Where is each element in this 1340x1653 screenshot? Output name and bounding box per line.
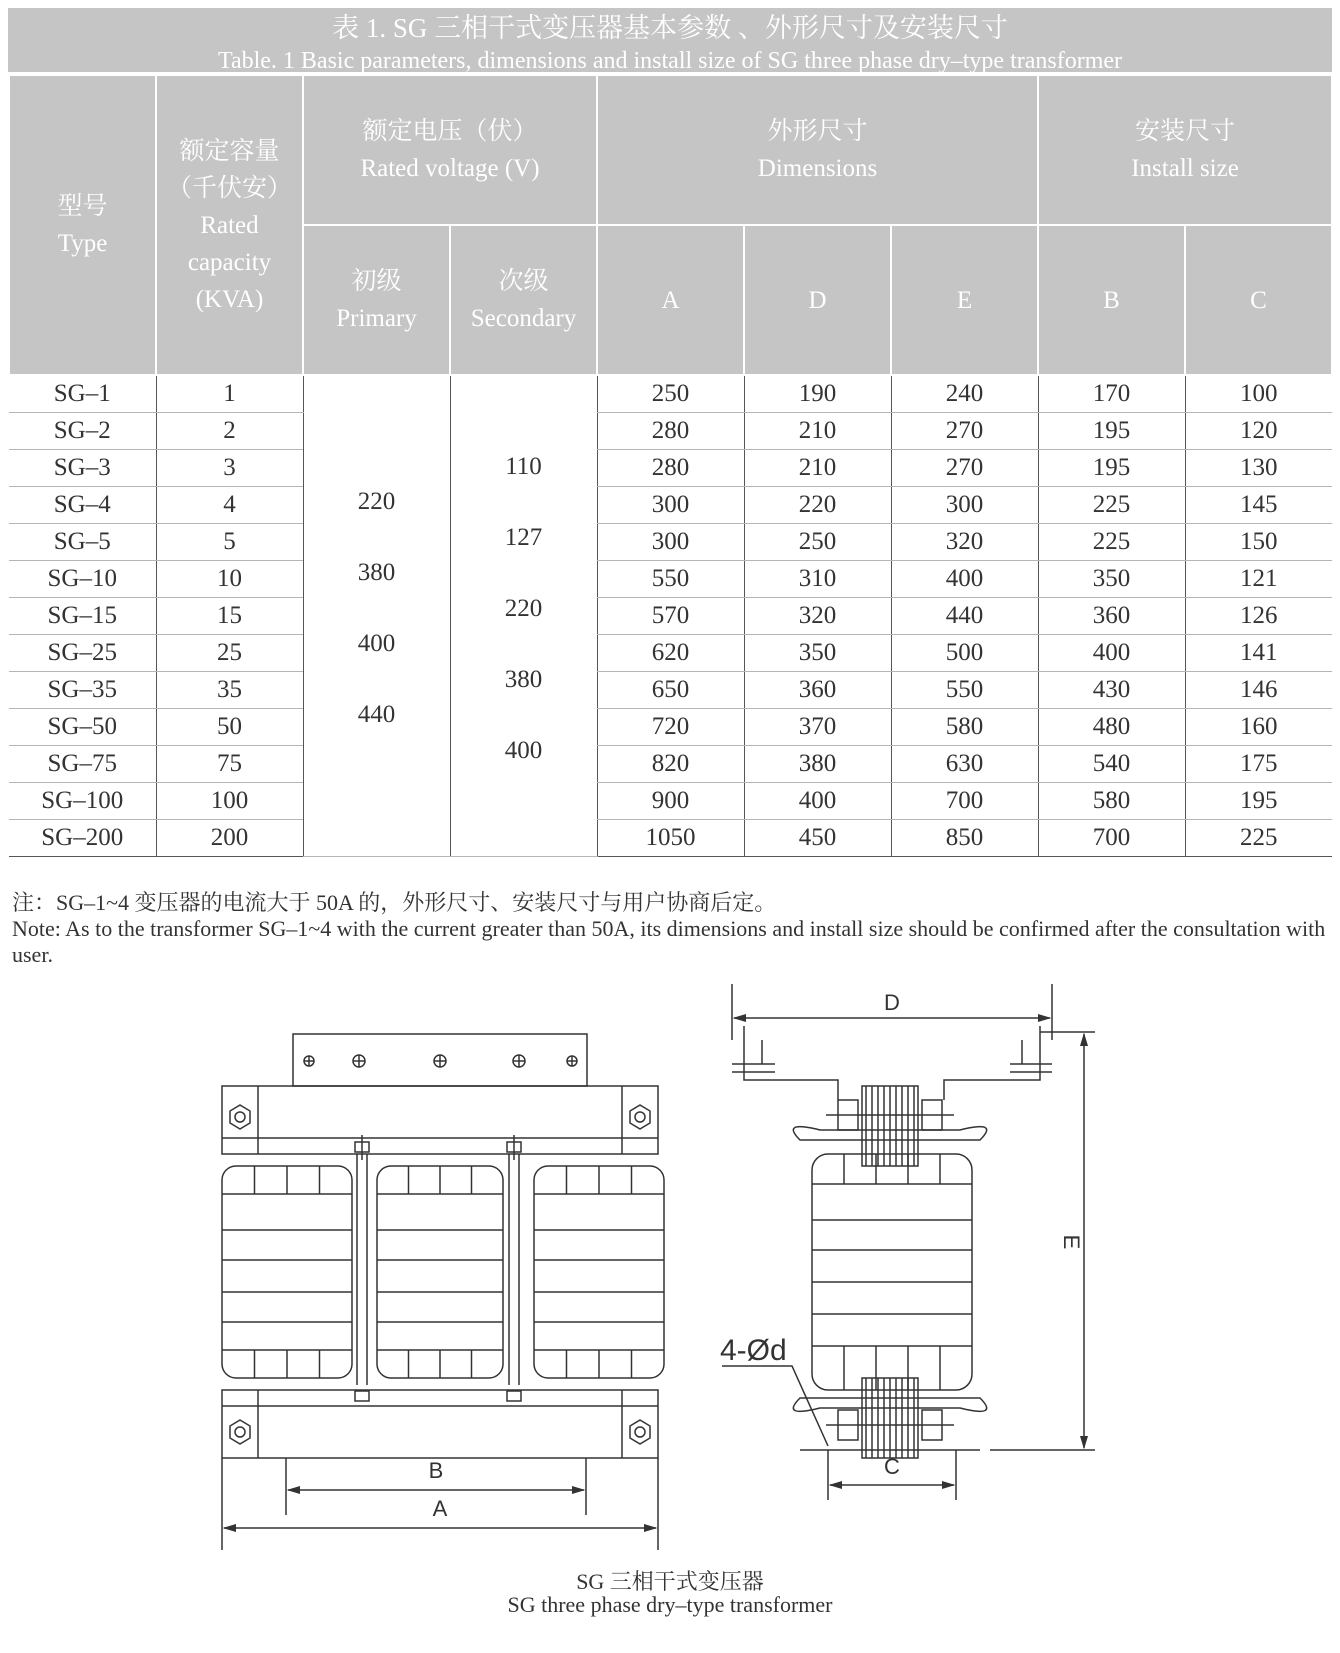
- caption-zh: SG 三相干式变压器: [576, 1569, 764, 1594]
- cell-C: 100: [1185, 375, 1332, 413]
- cell-type: SG–5: [9, 524, 156, 561]
- header-B: B: [1038, 225, 1185, 375]
- cell-type: SG–2: [9, 413, 156, 450]
- cell-C: 150: [1185, 524, 1332, 561]
- cell-B: 400: [1038, 635, 1185, 672]
- table-row: [9, 487, 1332, 524]
- header-D: D: [744, 225, 891, 375]
- side-view: [722, 984, 1095, 1500]
- cell-E: 400: [891, 561, 1038, 598]
- coils: [222, 1166, 664, 1378]
- table-row: [9, 635, 1332, 672]
- cell-capacity: 200: [156, 820, 303, 857]
- primary-voltage: 220: [357, 488, 396, 515]
- secondary-voltage: 220: [504, 595, 543, 622]
- cell-E: 300: [891, 487, 1038, 524]
- label-B: B: [428, 1458, 444, 1483]
- table-row: [9, 375, 1332, 413]
- header-A: A: [597, 225, 744, 375]
- cell-D: 210: [744, 413, 891, 450]
- cell-B: 480: [1038, 709, 1185, 746]
- table-row: [9, 413, 1332, 450]
- cell-capacity: 2: [156, 413, 303, 450]
- cell-C: 195: [1185, 783, 1332, 820]
- table-row: [9, 820, 1332, 857]
- table-title-bar: [8, 8, 1332, 72]
- header-C: C: [1185, 225, 1332, 375]
- cell-E: 500: [891, 635, 1038, 672]
- cell-type: SG–25: [9, 635, 156, 672]
- header-capacity: 额定容量 （千伏安） Rated capacity (KVA): [156, 75, 303, 375]
- transformer-drawing: [0, 980, 1340, 1560]
- cell-E: 850: [891, 820, 1038, 857]
- table-row: [9, 561, 1332, 598]
- cell-capacity: 75: [156, 746, 303, 783]
- cell-type: SG–75: [9, 746, 156, 783]
- cell-type: SG–100: [9, 783, 156, 820]
- cell-E: 440: [891, 598, 1038, 635]
- cell-A: 300: [597, 524, 744, 561]
- table-row: [9, 524, 1332, 561]
- cell-C: 175: [1185, 746, 1332, 783]
- cell-D: 210: [744, 450, 891, 487]
- header-dimensions: 外形尺寸 Dimensions: [597, 75, 1038, 225]
- cell-type: SG–4: [9, 487, 156, 524]
- cell-B: 170: [1038, 375, 1185, 413]
- cell-type: SG–1: [9, 375, 156, 413]
- cell-type: SG–200: [9, 820, 156, 857]
- label-hole: 4-Ød: [720, 1334, 787, 1367]
- table-row: [9, 450, 1332, 487]
- cell-A: 550: [597, 561, 744, 598]
- cell-capacity: 15: [156, 598, 303, 635]
- primary-voltage: 440: [357, 701, 396, 728]
- cell-A: 820: [597, 746, 744, 783]
- cell-B: 700: [1038, 820, 1185, 857]
- terminal-bolts: [304, 1055, 577, 1067]
- cell-D: 450: [744, 820, 891, 857]
- parameters-table: [8, 74, 1333, 857]
- cell-A: 280: [597, 413, 744, 450]
- cell-capacity: 25: [156, 635, 303, 672]
- cell-capacity: 5: [156, 524, 303, 561]
- cell-D: 220: [744, 487, 891, 524]
- cell-D: 400: [744, 783, 891, 820]
- cell-C: 225: [1185, 820, 1332, 857]
- cell-C: 141: [1185, 635, 1332, 672]
- cell-capacity: 10: [156, 561, 303, 598]
- cell-capacity: 100: [156, 783, 303, 820]
- cell-A: 300: [597, 487, 744, 524]
- cell-E: 320: [891, 524, 1038, 561]
- cell-B: 195: [1038, 450, 1185, 487]
- cell-B: 430: [1038, 672, 1185, 709]
- secondary-voltage: 127: [504, 524, 543, 551]
- cell-C: 130: [1185, 450, 1332, 487]
- label-C: C: [884, 1454, 900, 1479]
- cell-capacity: 3: [156, 450, 303, 487]
- secondary-voltage: 400: [504, 737, 543, 764]
- cell-A: 280: [597, 450, 744, 487]
- cell-primary-voltages: [303, 375, 450, 857]
- cell-D: 320: [744, 598, 891, 635]
- cell-secondary-voltages: [450, 375, 597, 857]
- cell-E: 700: [891, 783, 1038, 820]
- label-E: E: [1059, 1234, 1084, 1250]
- cell-A: 570: [597, 598, 744, 635]
- table-title-en: Table. 1 Basic parameters, dimensions and install size of SG three phase dry–type transformer: [217, 48, 1123, 74]
- table-row: [9, 672, 1332, 709]
- cell-B: 225: [1038, 487, 1185, 524]
- header-primary: 初级 Primary: [303, 225, 450, 375]
- cell-type: SG–10: [9, 561, 156, 598]
- cell-C: 121: [1185, 561, 1332, 598]
- secondary-voltage: 110: [505, 453, 542, 480]
- cell-capacity: 35: [156, 672, 303, 709]
- cell-E: 270: [891, 413, 1038, 450]
- cell-capacity: 1: [156, 375, 303, 413]
- cell-A: 720: [597, 709, 744, 746]
- table-title-zh: 表 1. SG 三相干式变压器基本参数 、外形尺寸及安装尺寸: [332, 13, 1008, 43]
- table-row: [9, 598, 1332, 635]
- cell-E: 550: [891, 672, 1038, 709]
- header-secondary: 次级 Secondary: [450, 225, 597, 375]
- cell-E: 580: [891, 709, 1038, 746]
- cell-D: 360: [744, 672, 891, 709]
- table-row: [9, 783, 1332, 820]
- header-rated-voltage: 额定电压（伏） Rated voltage (V): [303, 75, 597, 225]
- cell-B: 350: [1038, 561, 1185, 598]
- cell-B: 225: [1038, 524, 1185, 561]
- cell-C: 120: [1185, 413, 1332, 450]
- cell-type: SG–3: [9, 450, 156, 487]
- cell-B: 360: [1038, 598, 1185, 635]
- cell-capacity: 4: [156, 487, 303, 524]
- cell-B: 195: [1038, 413, 1185, 450]
- cell-B: 540: [1038, 746, 1185, 783]
- cell-E: 630: [891, 746, 1038, 783]
- cell-C: 160: [1185, 709, 1332, 746]
- secondary-voltage: 380: [504, 666, 543, 693]
- cell-A: 900: [597, 783, 744, 820]
- note-en: Note: As to the transformer SG–1~4 with the current greater than 50A, its dimensions and install size should be confirmed after the consultation with user.: [12, 916, 1326, 967]
- header-E: E: [891, 225, 1038, 375]
- primary-voltage: 380: [357, 559, 396, 586]
- cell-D: 350: [744, 635, 891, 672]
- cell-D: 310: [744, 561, 891, 598]
- table-row: [9, 709, 1332, 746]
- cell-C: 126: [1185, 598, 1332, 635]
- header-install-size: 安装尺寸 Install size: [1038, 75, 1332, 225]
- label-D: D: [884, 990, 900, 1015]
- cell-capacity: 50: [156, 709, 303, 746]
- table-row: [9, 746, 1332, 783]
- cell-type: SG–15: [9, 598, 156, 635]
- header-type: 型号 Type: [9, 75, 156, 375]
- label-A: A: [432, 1496, 448, 1521]
- note-zh: 注：SG–1~4 变压器的电流大于 50A 的，外形尺寸、安装尺寸与用户协商后定。: [12, 890, 777, 915]
- cell-A: 1050: [597, 820, 744, 857]
- cell-type: SG–50: [9, 709, 156, 746]
- cell-type: SG–35: [9, 672, 156, 709]
- note: [12, 890, 1332, 968]
- cell-B: 580: [1038, 783, 1185, 820]
- cell-D: 370: [744, 709, 891, 746]
- cell-E: 240: [891, 375, 1038, 413]
- cell-E: 270: [891, 450, 1038, 487]
- cell-C: 146: [1185, 672, 1332, 709]
- caption-en: SG three phase dry–type transformer: [507, 1592, 833, 1617]
- primary-voltage: 400: [357, 630, 396, 657]
- cell-A: 620: [597, 635, 744, 672]
- cell-D: 380: [744, 746, 891, 783]
- cell-C: 145: [1185, 487, 1332, 524]
- cell-D: 250: [744, 524, 891, 561]
- cell-D: 190: [744, 375, 891, 413]
- cell-A: 650: [597, 672, 744, 709]
- cell-A: 250: [597, 375, 744, 413]
